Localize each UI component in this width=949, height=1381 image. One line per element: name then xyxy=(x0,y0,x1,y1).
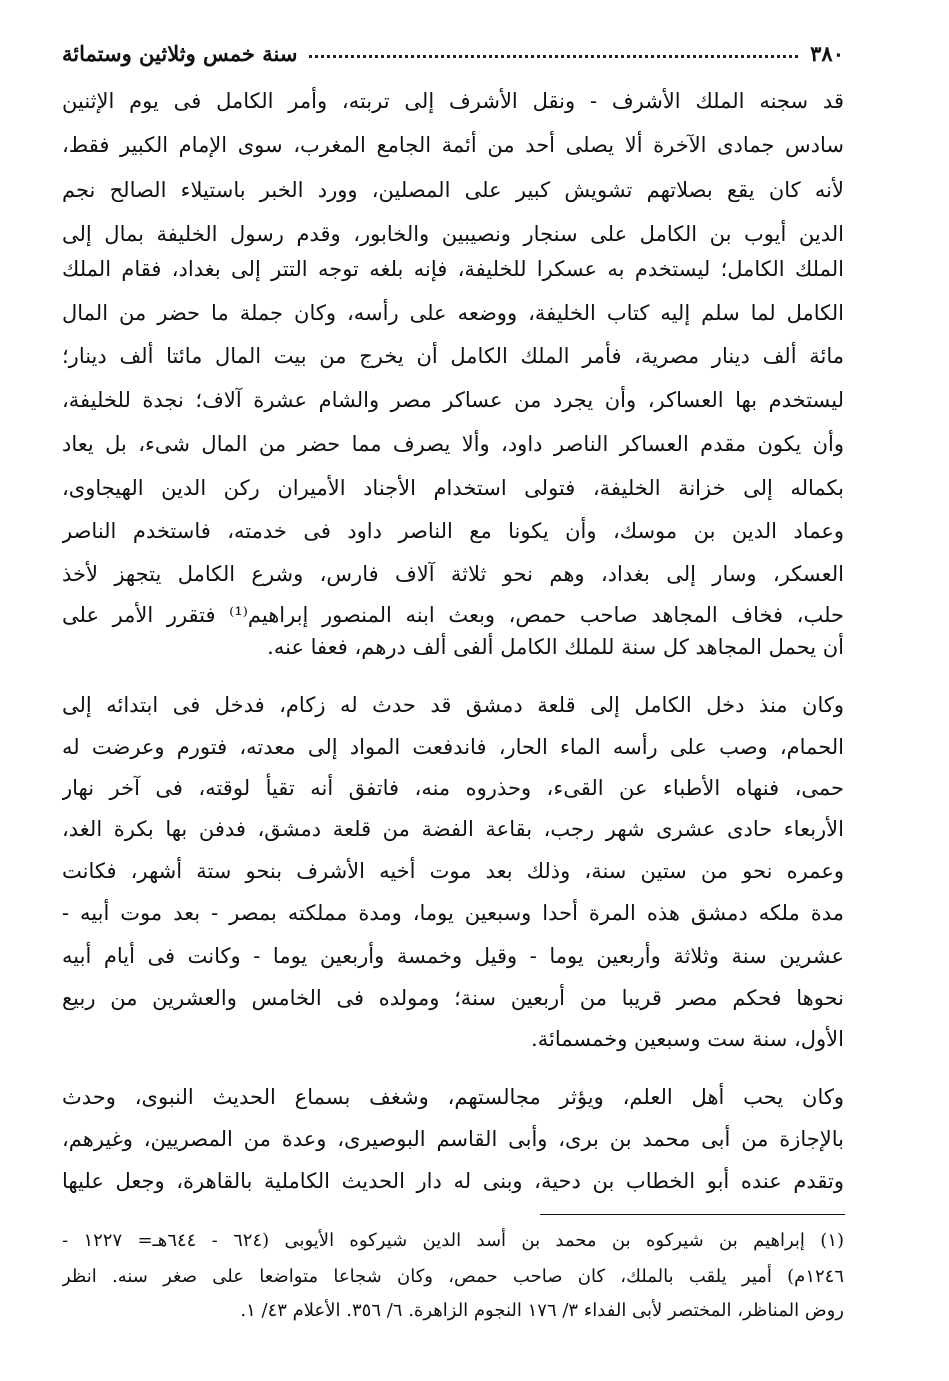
paragraph-2-line-6: مدة ملكه دمشق هذه المرة أحدا وسبعين يوما، ومدة مملكته بمصر - بعد موت أبيه - xyxy=(62,901,844,925)
paragraph-1-line-12: العسكر، وسار إلى بغداد، وهم نحو ثلاثة آلاف فارس، وشرع الكامل يتجهز لأخذ xyxy=(62,562,844,586)
paragraph-3-line-1: وكان يحب أهل العلم، ويؤثر مجالستهم، وشغف بسماع الحديث النبوى، وحدث xyxy=(62,1085,844,1109)
paragraph-2-line-9: الأول، سنة ست وسبعين وخمسمائة. xyxy=(531,1027,844,1051)
paragraph-1-line-7: مائة ألف دينار مصرية، فأمر الملك الكامل أن يخرج من بيت المال مائتا ألف دينار؛ xyxy=(62,344,844,368)
paragraph-1-line-1: قد سجنه الملك الأشرف - ونقل الأشرف إلى تربته، وأمر الكامل فى يوم الإثنين xyxy=(62,89,844,113)
paragraph-1-line-10: بكماله إلى خزانة الخليفة، فتولى استخدام الأجناد الأميران ركن الدين الهيجاوى، xyxy=(62,476,844,500)
paragraph-2-line-8: نحوها فحكم مصر قريبا من أربعين سنة؛ ومولده فى الخامس والعشرين من ربيع xyxy=(62,986,844,1010)
header-dot-leader xyxy=(309,55,798,58)
paragraph-1-line-5: الملك الكامل؛ ليستخدم به عسكرا للخليفة، فإنه بلغه توجه التتر إلى بغداد، فقام الملك xyxy=(62,257,844,281)
paragraph-1-line-9: وأن يكون مقدم العساكر الناصر داود، وألا يصرف مما حضر من المال شىء، بل يعاد xyxy=(62,432,844,456)
paragraph-2-line-7: عشرين سنة وثلاثة وأربعين يوما - وقيل وخمسة وأربعين يوما - وكانت فى أيام أبيه xyxy=(62,944,844,968)
paragraph-1-line-13: حلب، فخاف المجاهد صاحب حمص، وبعث ابنه المنصور إبراهيم⁽¹⁾ فتقرر الأمر على xyxy=(62,603,844,627)
paragraph-1-line-14: أن يحمل المجاهد كل سنة للملك الكامل ألفى ألف درهم، فعفا عنه. xyxy=(267,635,844,659)
paragraph-2-line-1: وكان منذ دخل الكامل إلى قلعة دمشق قد حدث له زكام، فدخل فى ابتدائه إلى xyxy=(62,693,844,717)
paragraph-3-line-2: بالإجازة من أبى محمد بن برى، وأبى القاسم البوصيرى، وعدة من المصريين، وغيرهم، xyxy=(62,1127,844,1151)
paragraph-1-line-4: الدين أيوب بن الكامل على سنجار ونصيبين والخابور، وقدم رسول الخليفة بمال إلى xyxy=(62,222,844,246)
paragraph-1-line-3: لأنه كان يقع بصلاتهم تشويش كبير على المصلين، وورد الخبر باستيلاء الصالح نجم xyxy=(62,178,844,202)
paragraph-2-line-4: الأربعاء حادى عشرى شهر رجب، بقاعة الفضة من قلعة دمشق، فدفن بها بكرة الغد، xyxy=(62,817,844,841)
running-title: سنة خمس وثلاثين وستمائة xyxy=(62,40,298,66)
paragraph-1-line-11: وعماد الدين بن موسك، وأن يكونا مع الناصر داود فى خدمته، فاستخدم الناصر xyxy=(62,519,844,543)
paragraph-1-line-8: ليستخدم بها العساكر، وأن يجرد من عساكر مصر والشام عشرة آلاف؛ نجدة للخليفة، xyxy=(62,388,844,412)
paragraph-2-line-5: وعمره نحو من ستين سنة، وذلك بعد موت أخيه الأشرف بنحو ستة أشهر، فكانت xyxy=(62,859,844,883)
footnote-separator xyxy=(540,1214,845,1215)
page-number: ٣٨٠ xyxy=(810,40,844,66)
footnote-line-2: ١٢٤٦م) أمير يلقب بالملك، كان صاحب حمص، وكان شجاعا متواضعا على صغر سنه. انظر xyxy=(62,1266,844,1287)
footnote-line-1: (١) إبراهيم بن شيركوه بن محمد بن أسد الدين شيركوه الأيوبى (٦٢٤ - ٦٤٤هـ= ١٢٢٧ - xyxy=(62,1230,844,1251)
paragraph-1-line-2: سادس جمادى الآخرة ألا يصلى أحد من أئمة الجامع المغرب، سوى الإمام الكبير فقط، xyxy=(62,133,844,157)
paragraph-2-line-2: الحمام، وصب على رأسه الماء الحار، فاندفعت المواد إلى معدته، فتورم وعرضت له xyxy=(62,735,844,759)
paragraph-1-line-6: الكامل لما سلم إليه كتاب الخليفة، ووضعه على رأسه، وكان جملة ما حضر من المال xyxy=(62,301,844,325)
paragraph-2-line-3: حمى، فنهاه الأطباء عن القىء، وحذروه منه، فاتفق أنه تقيأ لوقته، فى آخر نهار xyxy=(62,776,844,800)
paragraph-3-line-3: وتقدم عنده أبو الخطاب بن دحية، وبنى له دار الحديث الكاملية بالقاهرة، وجعل عليها xyxy=(62,1169,844,1193)
running-header xyxy=(62,36,844,70)
footnote-line-3: روض المناظر، المختصر لأبى الفداء ٣/ ١٧٦ النجوم الزاهرة. ٦/ ٣٥٦. الأعلام ٤٣/ ١. xyxy=(240,1300,844,1321)
